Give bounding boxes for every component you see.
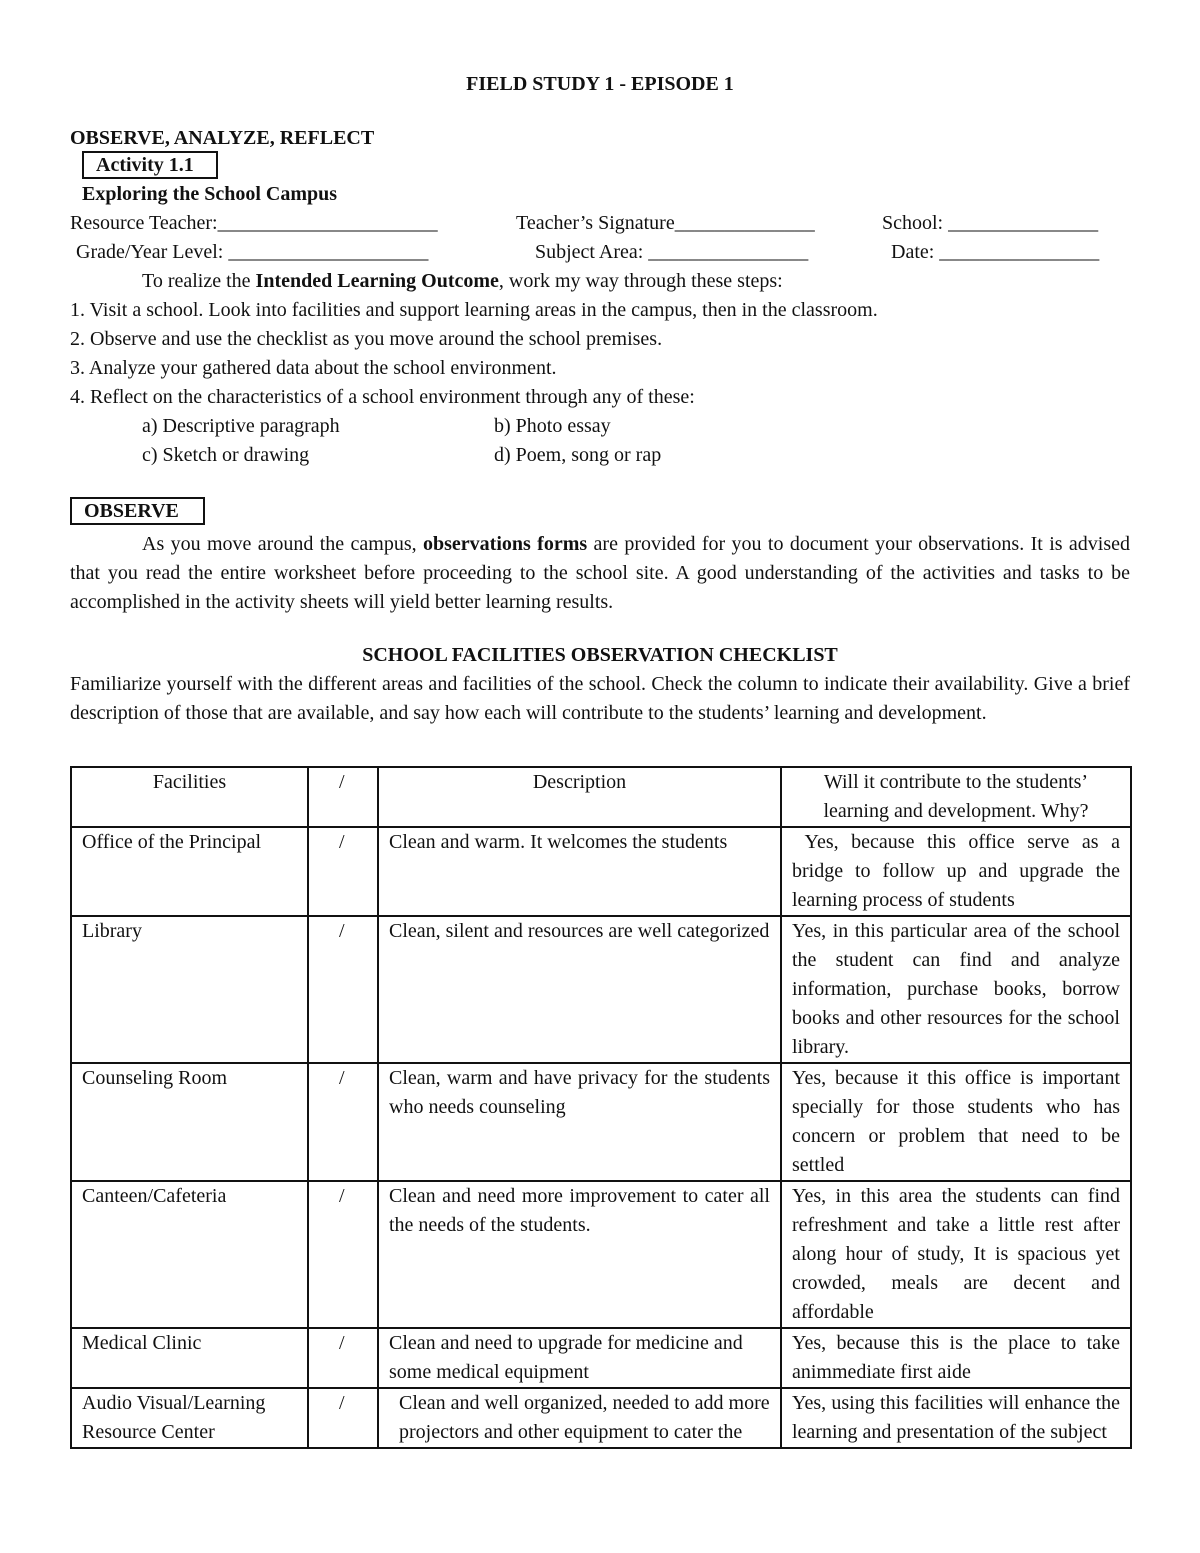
- section-heading: OBSERVE, ANALYZE, REFLECT: [70, 127, 375, 149]
- contribution-cell: Yes, because this is the place to take animmediate first aide: [781, 1328, 1131, 1388]
- facility-cell: Medical Clinic: [71, 1328, 308, 1388]
- description-cell: Clean, warm and have privacy for the students who needs counseling: [378, 1063, 781, 1181]
- table-row: [71, 916, 1131, 1063]
- option-c: c) Sketch or drawing: [142, 444, 310, 466]
- observe-text: As you move around the campus,: [142, 533, 424, 555]
- checklist-title: SCHOOL FACILITIES OBSERVATION CHECKLIST: [362, 644, 838, 666]
- description-cell: Clean and well organized, needed to add more projectors and other equipment to cater the: [378, 1388, 781, 1448]
- reflection-options: [70, 412, 1130, 470]
- header-description: Description: [378, 767, 781, 827]
- facility-cell: Audio Visual/Learning Resource Center: [71, 1388, 308, 1448]
- contribution-cell: Yes, because it this office is important specially for those students who has concern or problem that need to be settled: [781, 1063, 1131, 1181]
- check-cell[interactable]: /: [308, 1063, 378, 1181]
- header-contribution: Will it contribute to the students’ learning and development. Why?: [781, 767, 1131, 827]
- description-cell: Clean and need to upgrade for medicine and some medical equipment: [378, 1328, 781, 1388]
- option-a: a) Descriptive paragraph: [142, 415, 340, 437]
- step-2: 2. Observe and use the checklist as you move around the school premises.: [70, 328, 663, 350]
- step-4: 4. Reflect on the characteristics of a school environment through any of these:: [70, 386, 695, 408]
- table-row: [71, 1328, 1131, 1388]
- description-cell: Clean, silent and resources are well categorized: [378, 916, 781, 1063]
- step-3: 3. Analyze your gathered data about the school environment.: [70, 357, 557, 379]
- table-row: [71, 1063, 1131, 1181]
- observe-label: OBSERVE: [70, 497, 205, 525]
- school-field[interactable]: School: _______________: [882, 212, 1099, 234]
- facilities-table: [70, 766, 1132, 1449]
- check-cell[interactable]: /: [308, 1388, 378, 1448]
- facility-cell: Canteen/Cafeteria: [71, 1181, 308, 1328]
- check-cell[interactable]: /: [308, 1181, 378, 1328]
- activity-title: Exploring the School Campus: [82, 183, 338, 205]
- resource-teacher-field[interactable]: Resource Teacher:______________________: [70, 212, 438, 234]
- contribution-cell: Yes, using this facilities will enhance the learning and presentation of the subject: [781, 1388, 1131, 1448]
- grade-level-field[interactable]: Grade/Year Level: ____________________: [76, 241, 429, 263]
- check-cell[interactable]: /: [308, 1328, 378, 1388]
- teacher-signature-field[interactable]: Teacher’s Signature______________: [516, 212, 815, 234]
- option-b: b) Photo essay: [494, 415, 611, 437]
- observe-paragraph: [70, 530, 1130, 617]
- observe-text-end: are provided for you to document your observations. It is advised that you read the entire worksheet before proceeding to the school site. A good understanding of the activities and tasks to be accomplished in the activity sheets will yield better learning results.: [70, 533, 1131, 613]
- contribution-cell: Yes, in this particular area of the school the student can find and analyze information, purchase books, borrow books and other resources for the school library.: [781, 916, 1131, 1063]
- intro-text: To realize the: [142, 270, 256, 292]
- table-row: [71, 1181, 1131, 1328]
- checklist-intro: Familiarize yourself with the different areas and facilities of the school. Check the column to indicate their availability. Give a brief description of those that are available, and say how each will contribute to the students’ learning and development.: [70, 673, 1130, 724]
- description-cell: Clean and warm. It welcomes the students: [378, 827, 781, 916]
- contribution-cell: Yes, because this office serve as a bridge to follow up and upgrade the learning process of students: [781, 827, 1131, 916]
- check-cell[interactable]: /: [308, 827, 378, 916]
- form-row-1: [70, 209, 1130, 238]
- facility-cell: Counseling Room: [71, 1063, 308, 1181]
- contribution-cell: Yes, in this area the students can find refreshment and take a little rest after along hour of study, It is spacious yet crowded, meals are decent and affordable: [781, 1181, 1131, 1328]
- table-header-row: [71, 767, 1131, 827]
- option-d: d) Poem, song or rap: [494, 444, 662, 466]
- check-cell[interactable]: /: [308, 916, 378, 1063]
- date-field[interactable]: Date: ________________: [891, 241, 1100, 263]
- header-check: /: [308, 767, 378, 827]
- step-1: 1. Visit a school. Look into facilities and support learning areas in the campus, then in the classroom.: [70, 299, 878, 321]
- header-facilities: Facilities: [71, 767, 308, 827]
- table-row: [71, 827, 1131, 916]
- form-row-2: [70, 238, 1130, 267]
- intro-bold: Intended Learning Outcome: [255, 270, 499, 292]
- facility-cell: Office of the Principal: [71, 827, 308, 916]
- observe-bold: observations forms: [423, 533, 588, 555]
- intro-text-end: , work my way through these steps:: [498, 270, 783, 292]
- activity-label: Activity 1.1: [82, 151, 218, 179]
- worksheet-page: [70, 70, 1130, 728]
- table-row: [71, 1388, 1131, 1448]
- description-cell: Clean and need more improvement to cater all the needs of the students.: [378, 1181, 781, 1328]
- subject-area-field[interactable]: Subject Area: ________________: [535, 241, 809, 263]
- facility-cell: Library: [71, 916, 308, 1063]
- instructions-intro: [70, 267, 1130, 296]
- page-title: FIELD STUDY 1 - EPISODE 1: [466, 73, 734, 95]
